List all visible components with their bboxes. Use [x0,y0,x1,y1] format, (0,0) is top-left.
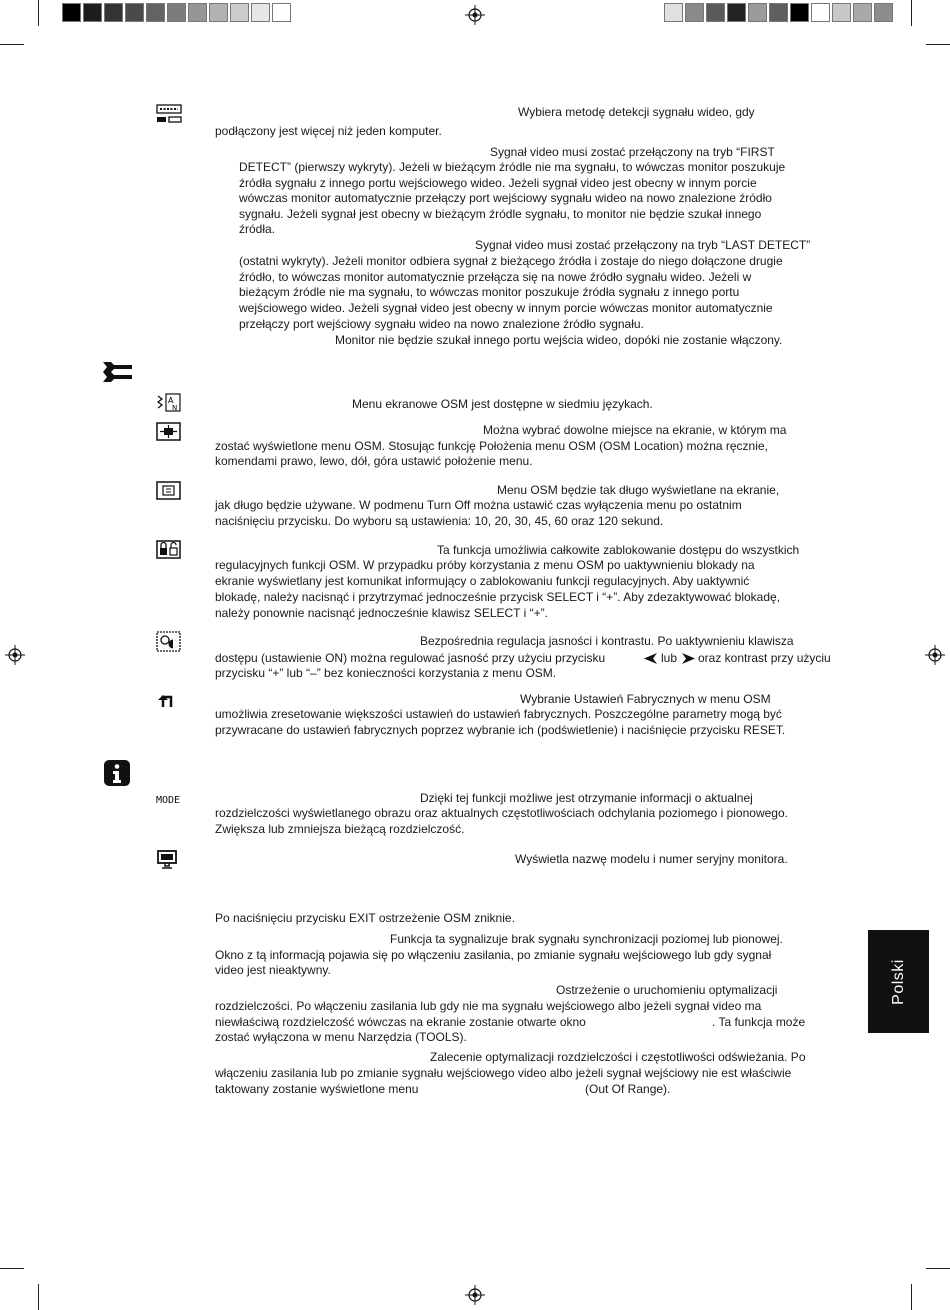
text-line: Menu ekranowe OSM jest dostępne w siedmiu językach. [352,397,653,411]
text-line: (Out Of Range). [585,1082,671,1096]
monitor-info-icon [156,850,178,870]
text-line: Bezpośrednia regulacja jasności i kontrastu. Po uaktywnieniu klawisza [420,634,794,648]
color-swatch [685,3,704,22]
text-line: Zalecenie optymalizacji rozdzielczości i częstotliwości odświeżania. Po [430,1050,806,1064]
text-line: (ostatni wykryty). Jeżeli monitor odbiera sygnał z bieżącego źródła i zostaje do niego dołączone drugie [239,254,783,268]
text-line: Monitor nie będzie szukał innego portu wejścia wideo, dopóki nie zostanie włączony. [335,333,783,347]
text-line: regulacyjnych funkcji OSM. W przypadku próby korzystania z menu OSM po uaktywnieniu blokady na [215,558,755,572]
text-line: zostać wyłączona w menu Narzędzia (TOOLS). [215,1030,467,1044]
information-icon [104,760,130,786]
text-line: przycisku “+” lub “–” bez konieczności korzystania z menu OSM. [215,666,557,680]
registration-mark [465,5,485,25]
color-swatch [706,3,725,22]
left-color-bar [62,3,293,22]
color-swatch [104,3,123,22]
color-swatch [664,3,683,22]
osm-turn-off-icon [156,481,182,501]
text-line: Wybranie Ustawień Fabrycznych w menu OSM [520,692,771,706]
text-line: wejściowego wideo. Jeżeli sygnał video jest obecny w innym porcie wówczas monitor automatycznie [239,301,773,315]
language-icon [156,393,182,413]
crop-mark [38,1284,39,1310]
text-line: Ostrzeżenie o uruchomieniu optymalizacji [556,983,778,997]
text-line: Funkcja ta sygnalizuje brak sygnału synchronizacji poziomej lub pionowej. [390,932,783,946]
crop-mark [911,1284,912,1310]
left-arrow-icon [644,653,657,664]
text-line: video jest nieaktywny. [215,963,331,977]
text-line: przywracane do ustawień fabrycznych poprzez wybranie ich (podświetlenie) i naciśnięcie przycisku RESET. [215,723,786,737]
text-line: Menu OSM będzie tak długo wyświetlane na ekranie, [497,483,780,497]
text-line: DETECT” (pierwszy wykryty). Jeżeli w bieżącym źródle nie ma sygnału, to wówczas monitor poszukuje [239,160,786,174]
text-line: Można wybrać dowolne miejsce na ekranie, w którym ma [483,423,787,437]
text-line: sygnału. Jeżeli sygnał jest obecny w bieżącym źródle sygnału, to monitor nie będzie szukał innego [239,207,762,221]
svg-text:N: N [172,404,178,412]
svg-text:MODE: MODE [156,795,181,806]
osm-lock-icon [156,540,182,560]
color-swatch [125,3,144,22]
text-line: zostać wyświetlone menu OSM. Stosując funkcję Położenia menu OSM (OSM Location) można ręcznie, [215,439,768,453]
language-side-tab [868,930,929,1033]
crop-mark [911,0,912,26]
text-line: dostępu (ustawienie ON) można regulować jasność przy użyciu przycisku [215,651,606,665]
text-line: blokadę, należy nacisnąć i przytrzymać jednocześnie przycisk SELECT i “+”. Aby zdezaktywować blokadę, [215,590,781,604]
text-line: . Ta funkcja może [712,1015,806,1029]
input-detect-icon [156,104,184,124]
text-line: bieżącym źródle nie ma sygnału, to wówczas monitor poszukuje źródła sygnału z innego portu [239,285,740,299]
text-line: Wybiera metodę detekcji sygnału wideo, gdy [518,105,755,119]
text-line: włączeniu zasilania lub po zmianie sygnału wejściowego video albo jeżeli sygnał wejściowy nie est właściwie [215,1066,792,1080]
text-line: ekranie wyświetlany jest komunikat informujący o zablokowaniu funkcji regulacyjnych. Aby uaktywnić [215,574,750,588]
crop-mark [38,0,39,26]
text-line: naciśnięciu przycisku. Do wyboru są ustawienia: 10, 20, 30, 45, 60 oraz 120 sekund. [215,514,664,528]
text-line: Sygnał video musi zostać przełączony na tryb “FIRST [490,145,775,159]
text-line: rozdzielczości. Po włączeniu zasilania lub gdy nie ma sygnału wejściowego albo jeżeli sygnał video ma [215,999,762,1013]
color-swatch [251,3,270,22]
hot-key-icon [156,631,182,653]
color-swatch [769,3,788,22]
registration-mark [5,645,25,665]
color-swatch [209,3,228,22]
text-line: taktowany zostanie wyświetlone menu [215,1082,419,1096]
text-line: należy ponownie nacisnąć jednocześnie klawisz SELECT i “+”. [215,606,548,620]
color-swatch [853,3,872,22]
color-swatch [832,3,851,22]
crop-mark [926,44,950,45]
registration-mark [925,645,945,665]
text-line: lub [661,651,678,665]
color-swatch [790,3,809,22]
color-swatch [874,3,893,22]
text-line: Wyświetla nazwę modelu i numer seryjny monitora. [515,852,788,866]
color-swatch [748,3,767,22]
text-line: Ta funkcja umożliwia całkowite zablokowanie dostępu do wszystkich [437,543,800,557]
text-line: oraz kontrast przy użyciu [698,651,831,665]
text-line: Okno z tą informacją pojawia się po włączeniu zasilania, po zmianie sygnału wejściowego lub gdy sygnał [215,948,772,962]
color-swatch [167,3,186,22]
color-swatch [272,3,291,22]
text-line: Po naciśnięciu przycisku EXIT ostrzeżenie OSM zniknie. [215,911,515,925]
text-line: Zwiększa lub zmniejsza bieżącą rozdzielczość. [215,822,465,836]
color-swatch [188,3,207,22]
text-line: źródła sygnału z innego portu wejściowego wideo. Jeżeli sygnał video jest obecny w innym porcie [239,176,757,190]
text-line: Dzięki tej funkcji możliwe jest otrzymanie informacji o aktualnej [420,791,753,805]
text-line: źródła. [239,222,276,236]
color-swatch [146,3,165,22]
text-line: podłączony jest więcej niż jeden komputer. [215,124,442,138]
side-tab-label: Polski [889,958,907,1005]
text-line: Sygnał video musi zostać przełączony na tryb “LAST DETECT” [475,238,811,252]
text-line: rozdzielczości wyświetlanego obrazu oraz aktualnych częstotliwościach odchylania poziomego i pionowego. [215,806,788,820]
color-swatch [83,3,102,22]
text-line: niewłaściwą rozdzielczość wówczas na ekranie zostanie otwarte okno [215,1015,586,1029]
color-swatch [230,3,249,22]
right-arrow-icon [682,653,695,664]
text-line: wówczas monitor automatycznie przełączy port wejściowy sygnału wideo na nowo znalezione źródło [239,191,772,205]
registration-mark [465,1285,485,1305]
tools-wrench-icon [101,358,135,382]
crop-mark [0,1268,24,1269]
color-swatch [727,3,746,22]
text-line: przełączy port wejściowy sygnału wideo na nowo znalezione źródło sygnału. [239,317,644,331]
text-line: źródło, to wówczas monitor automatycznie przełącza się na nowe źródło sygnału wideo. Jeżeli w [239,270,752,284]
color-swatch [62,3,81,22]
right-color-bar [664,3,895,22]
svg-text:A: A [168,396,174,405]
color-swatch [811,3,830,22]
text-line: jak długo będzie używane. W podmenu Turn Off można ustawić czas wyłączenia menu po ostatnim [215,498,742,512]
text-line: umożliwia zresetowanie większości ustawień do ustawień fabrycznych. Poszczególne parametry mogą być [215,707,782,721]
factory-preset-icon [157,692,177,710]
osm-position-icon [156,422,182,442]
crop-mark [926,1268,950,1269]
text-line: komendami prawo, lewo, dół, góra ustawić położenie menu. [215,454,533,468]
display-mode-icon [156,792,182,806]
crop-mark [0,44,24,45]
